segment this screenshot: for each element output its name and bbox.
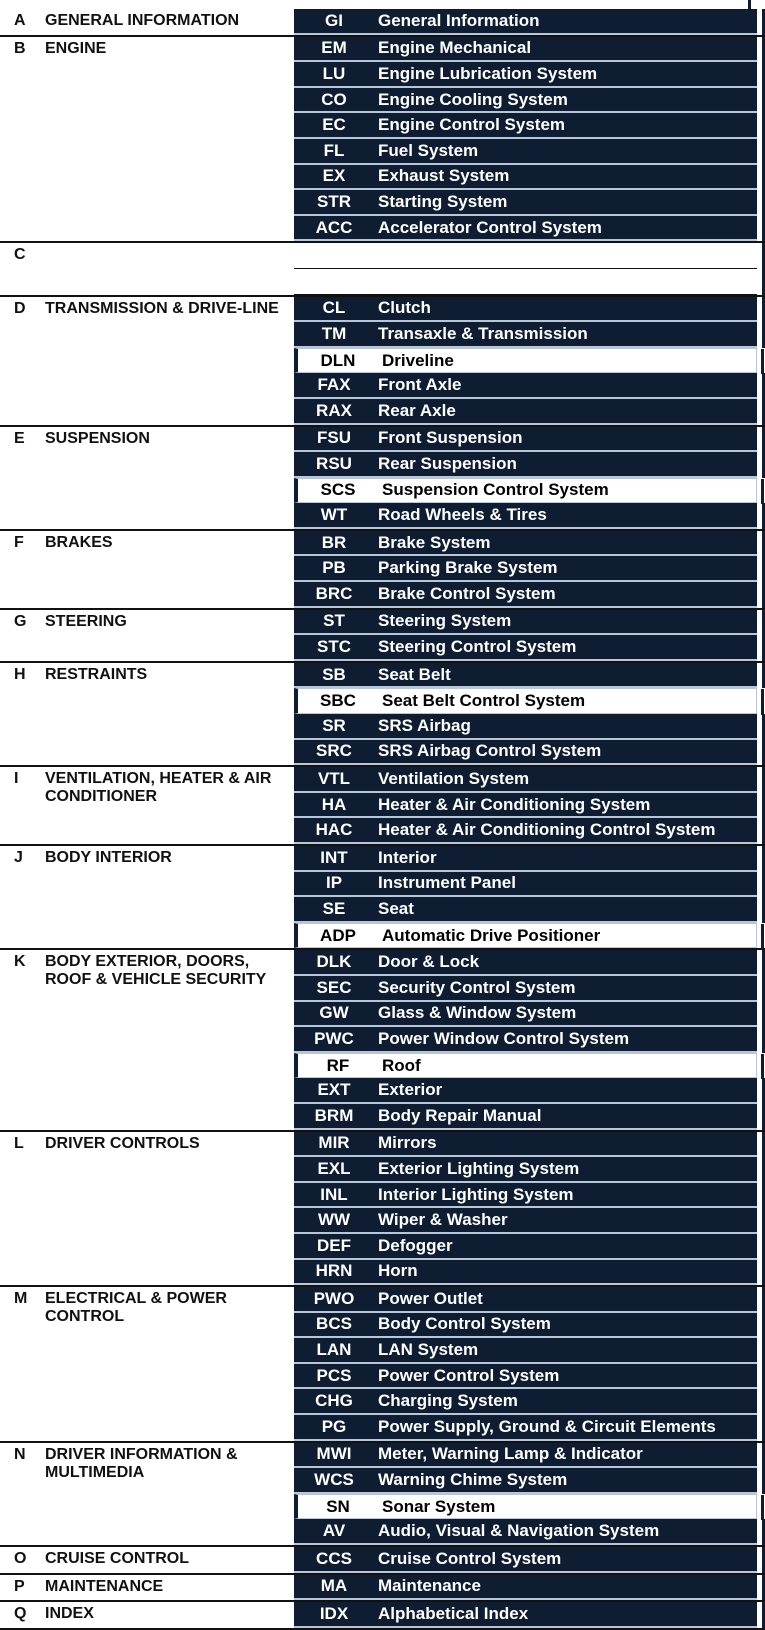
section-name: Roof bbox=[382, 1055, 421, 1075]
section-code: IP bbox=[325, 873, 343, 893]
section-name: Heater & Air Conditioning Control System bbox=[378, 820, 716, 840]
section-code: EXT bbox=[317, 1080, 351, 1100]
index-row[interactable] bbox=[294, 1132, 757, 1158]
section-items bbox=[294, 1547, 765, 1573]
section-i bbox=[0, 767, 765, 846]
section-title: VENTILATION, HEATER & AIR CONDITIONER bbox=[45, 770, 272, 806]
section-letter: H bbox=[14, 665, 26, 683]
index-row[interactable] bbox=[294, 1234, 757, 1260]
index-row[interactable] bbox=[294, 165, 757, 191]
section-name: Exhaust System bbox=[378, 166, 510, 186]
section-code: SR bbox=[322, 715, 346, 735]
section-name: Defogger bbox=[378, 1235, 453, 1255]
section-code: BRM bbox=[314, 1105, 354, 1125]
section-name: Mirrors bbox=[378, 1133, 437, 1153]
section-code: EC bbox=[322, 115, 346, 135]
section-letter: B bbox=[14, 39, 26, 57]
section-name: LAN System bbox=[378, 1340, 479, 1360]
section-code: HRN bbox=[315, 1261, 353, 1281]
section-items bbox=[294, 243, 765, 294]
section-code: BR bbox=[321, 532, 347, 552]
section-code: GW bbox=[319, 1003, 349, 1023]
section-heading bbox=[0, 37, 294, 242]
index-row[interactable] bbox=[294, 714, 757, 740]
section-name: Warning Chime System bbox=[378, 1470, 568, 1490]
section-name: Power Window Control System bbox=[378, 1028, 630, 1048]
section-items bbox=[294, 1132, 765, 1286]
section-name: Wiper & Washer bbox=[378, 1210, 508, 1230]
index-row[interactable] bbox=[294, 976, 757, 1002]
section-code: WT bbox=[320, 505, 348, 525]
section-items bbox=[294, 297, 765, 425]
section-code: STR bbox=[317, 191, 351, 211]
section-name: Sonar System bbox=[382, 1496, 496, 1516]
index-row[interactable] bbox=[294, 452, 757, 478]
index-row[interactable] bbox=[294, 37, 757, 63]
section-o bbox=[0, 1547, 765, 1575]
index-row[interactable] bbox=[294, 1389, 757, 1415]
index-row bbox=[294, 243, 757, 269]
section-name: Interior bbox=[378, 847, 437, 867]
section-name: Ventilation System bbox=[378, 769, 530, 789]
section-letter: F bbox=[14, 533, 24, 551]
section-code: ADP bbox=[320, 925, 356, 945]
section-m bbox=[0, 1287, 765, 1443]
section-name: Seat Belt Control System bbox=[382, 691, 586, 711]
section-code: CL bbox=[322, 298, 346, 318]
section-code: DEF bbox=[317, 1235, 351, 1255]
section-name: Seat Belt bbox=[378, 664, 451, 684]
section-code: CCS bbox=[316, 1548, 352, 1568]
section-name: Accelerator Control System bbox=[378, 217, 602, 237]
section-f bbox=[0, 531, 765, 610]
section-code: HA bbox=[321, 794, 347, 814]
section-name: Transaxle & Transmission bbox=[378, 323, 588, 343]
section-name: Interior Lighting System bbox=[378, 1184, 574, 1204]
section-code: MA bbox=[320, 1576, 348, 1596]
section-name: Heater & Air Conditioning System bbox=[378, 794, 651, 814]
section-title: INDEX bbox=[45, 1605, 94, 1623]
section-letter: P bbox=[14, 1577, 25, 1595]
section-title: BRAKES bbox=[45, 533, 113, 551]
section-heading bbox=[0, 531, 294, 608]
section-title: ELECTRICAL & POWER CONTROL bbox=[45, 1290, 227, 1326]
section-code: EM bbox=[321, 38, 347, 58]
index-row[interactable] bbox=[294, 190, 757, 216]
index-row[interactable] bbox=[294, 348, 757, 374]
index-row[interactable] bbox=[294, 1602, 757, 1628]
index-row[interactable] bbox=[294, 740, 757, 766]
section-name: Brake Control System bbox=[378, 583, 556, 603]
section-name: Parking Brake System bbox=[378, 558, 558, 578]
section-name: Power Outlet bbox=[378, 1288, 483, 1308]
section-title: SUSPENSION bbox=[45, 429, 150, 447]
index-row[interactable] bbox=[294, 503, 757, 529]
section-title: MAINTENANCE bbox=[45, 1577, 164, 1595]
section-name: Automatic Drive Positioner bbox=[382, 925, 601, 945]
section-heading bbox=[0, 1547, 294, 1573]
section-name: Rear Suspension bbox=[378, 453, 517, 473]
section-g bbox=[0, 610, 765, 663]
section-name: Steering Control System bbox=[378, 637, 577, 657]
section-items bbox=[294, 427, 765, 529]
section-title: GENERAL INFORMATION bbox=[45, 12, 240, 29]
index-row[interactable] bbox=[294, 1519, 757, 1545]
section-letter: A bbox=[14, 12, 26, 29]
index-row[interactable] bbox=[294, 793, 757, 819]
section-heading bbox=[0, 663, 294, 765]
section-name: Starting System bbox=[378, 191, 508, 211]
section-code: CHG bbox=[315, 1391, 353, 1411]
section-items bbox=[294, 1443, 765, 1545]
index-row[interactable] bbox=[294, 1338, 757, 1364]
section-d bbox=[0, 297, 765, 427]
section-heading bbox=[0, 1287, 294, 1441]
index-row[interactable] bbox=[294, 478, 757, 504]
index-row[interactable] bbox=[294, 767, 757, 793]
section-code: PB bbox=[322, 558, 346, 578]
section-name: Rear Axle bbox=[378, 400, 456, 420]
index-row[interactable] bbox=[294, 1260, 757, 1286]
section-code: VTL bbox=[317, 769, 351, 789]
index-row[interactable] bbox=[294, 1575, 757, 1601]
section-name: Exterior bbox=[378, 1080, 443, 1100]
section-letter: Q bbox=[14, 1605, 27, 1623]
section-code: CO bbox=[321, 89, 347, 109]
index-row[interactable] bbox=[294, 635, 757, 661]
section-code: TM bbox=[321, 323, 347, 343]
index-row[interactable] bbox=[294, 399, 757, 425]
section-code: WW bbox=[317, 1210, 351, 1230]
section-name: Body Control System bbox=[378, 1314, 551, 1334]
section-letter: N bbox=[14, 1445, 26, 1463]
index-row[interactable] bbox=[294, 872, 757, 898]
index-row[interactable] bbox=[294, 1053, 757, 1079]
section-name: Engine Lubrication System bbox=[378, 63, 598, 83]
section-name: Body Repair Manual bbox=[378, 1105, 542, 1125]
section-heading bbox=[0, 767, 294, 844]
index-row[interactable] bbox=[294, 923, 757, 949]
section-code: SB bbox=[322, 664, 346, 684]
section-code: BCS bbox=[316, 1314, 352, 1334]
section-p bbox=[0, 1575, 765, 1603]
section-code: AV bbox=[322, 1521, 346, 1541]
section-letter: I bbox=[14, 770, 19, 788]
section-name: Horn bbox=[378, 1261, 418, 1281]
section-heading bbox=[0, 1575, 294, 1601]
index-row[interactable] bbox=[294, 373, 757, 399]
index-row[interactable] bbox=[294, 1468, 757, 1494]
index-row[interactable] bbox=[294, 1078, 757, 1104]
section-code: GI bbox=[325, 10, 343, 30]
section-items bbox=[294, 531, 765, 608]
section-letter: J bbox=[14, 849, 23, 866]
section-items bbox=[294, 1287, 765, 1441]
section-a bbox=[0, 9, 765, 37]
section-name: Clutch bbox=[378, 298, 431, 318]
section-name: Front Axle bbox=[378, 375, 462, 395]
section-name: Steering System bbox=[378, 611, 512, 631]
index-row[interactable] bbox=[294, 950, 757, 976]
section-code: SRC bbox=[316, 741, 352, 761]
section-heading bbox=[0, 846, 294, 948]
section-heading bbox=[0, 9, 294, 35]
section-code: WCS bbox=[314, 1470, 354, 1490]
section-heading bbox=[0, 243, 294, 294]
section-code: FAX bbox=[317, 375, 351, 395]
index-row bbox=[294, 269, 757, 295]
section-heading bbox=[0, 297, 294, 425]
index-row[interactable] bbox=[294, 688, 757, 714]
section-l bbox=[0, 1132, 765, 1288]
section-code: HAC bbox=[315, 820, 353, 840]
section-code: INL bbox=[320, 1184, 348, 1204]
section-code: PG bbox=[321, 1416, 347, 1436]
section-name: SRS Airbag Control System bbox=[378, 741, 602, 761]
section-title: CRUISE CONTROL bbox=[45, 1550, 189, 1568]
section-code: LAN bbox=[316, 1340, 352, 1360]
section-letter: C bbox=[14, 246, 26, 264]
index-row[interactable] bbox=[294, 582, 757, 608]
section-c bbox=[0, 243, 765, 296]
section-name: Engine Cooling System bbox=[378, 89, 568, 109]
section-name: Door & Lock bbox=[378, 952, 480, 972]
section-name: Cruise Control System bbox=[378, 1548, 562, 1568]
section-code: LU bbox=[322, 63, 346, 83]
section-code: ACC bbox=[315, 217, 353, 237]
section-name: Brake System bbox=[378, 532, 491, 552]
section-letter: E bbox=[14, 429, 25, 447]
section-code: FL bbox=[323, 140, 345, 160]
index-row[interactable] bbox=[294, 322, 757, 348]
index-row[interactable] bbox=[294, 663, 757, 689]
section-j bbox=[0, 846, 765, 950]
section-title: STEERING bbox=[45, 612, 127, 630]
section-heading bbox=[0, 950, 294, 1129]
section-code: INT bbox=[320, 847, 348, 867]
section-name: Engine Control System bbox=[378, 115, 566, 135]
section-letter: M bbox=[14, 1290, 28, 1308]
section-code: IDX bbox=[319, 1604, 349, 1624]
section-items bbox=[294, 37, 765, 242]
section-name: Exterior Lighting System bbox=[378, 1158, 580, 1178]
section-items bbox=[294, 610, 765, 661]
section-name: Power Control System bbox=[378, 1365, 560, 1385]
section-name: SRS Airbag bbox=[378, 715, 471, 735]
index-row[interactable] bbox=[294, 818, 757, 844]
section-name: Seat bbox=[378, 898, 414, 918]
index-row[interactable] bbox=[294, 1415, 757, 1441]
section-k bbox=[0, 950, 765, 1131]
index-row[interactable] bbox=[294, 139, 757, 165]
section-b bbox=[0, 37, 765, 244]
section-e bbox=[0, 427, 765, 531]
section-title: DRIVER INFORMATION & MULTIMEDIA bbox=[45, 1445, 238, 1481]
section-code: SEC bbox=[316, 977, 352, 997]
section-title: ENGINE bbox=[45, 39, 107, 57]
index-row[interactable] bbox=[294, 1313, 757, 1339]
index-row[interactable] bbox=[294, 897, 757, 923]
section-name: Fuel System bbox=[378, 140, 479, 160]
section-name: Audio, Visual & Navigation System bbox=[378, 1521, 660, 1541]
section-title: BODY EXTERIOR, DOORS, ROOF & VEHICLE SECURITY bbox=[45, 953, 267, 989]
section-items bbox=[294, 1602, 765, 1628]
section-code: RAX bbox=[316, 400, 352, 420]
section-code: PCS bbox=[316, 1365, 352, 1385]
index-row[interactable] bbox=[294, 1443, 757, 1469]
index-row[interactable] bbox=[294, 1027, 757, 1053]
section-code: FSU bbox=[317, 428, 351, 448]
section-title: DRIVER CONTROLS bbox=[45, 1134, 200, 1152]
section-code: RF bbox=[326, 1055, 350, 1075]
index-row[interactable] bbox=[294, 1547, 757, 1573]
section-code: DLN bbox=[320, 350, 356, 370]
section-n bbox=[0, 1443, 765, 1547]
section-code: SN bbox=[326, 1496, 350, 1516]
section-code: BRC bbox=[315, 583, 353, 603]
index-row[interactable] bbox=[294, 1287, 757, 1313]
index-row[interactable] bbox=[294, 1157, 757, 1183]
section-items bbox=[294, 9, 765, 35]
section-letter: L bbox=[14, 1134, 24, 1152]
section-name: Security Control System bbox=[378, 977, 576, 997]
section-title: TRANSMISSION & DRIVE-LINE bbox=[45, 299, 279, 317]
index-row[interactable] bbox=[294, 62, 757, 88]
index-row[interactable] bbox=[294, 427, 757, 453]
section-name: Road Wheels & Tires bbox=[378, 505, 547, 525]
section-code: PWO bbox=[313, 1288, 355, 1308]
section-letter: K bbox=[14, 953, 26, 971]
section-heading bbox=[0, 610, 294, 661]
section-index bbox=[0, 9, 765, 1630]
section-letter: D bbox=[14, 299, 26, 317]
section-code: EX bbox=[322, 166, 346, 186]
section-heading bbox=[0, 427, 294, 529]
index-row[interactable] bbox=[294, 1364, 757, 1390]
section-code: PWC bbox=[314, 1028, 354, 1048]
section-name: Power Supply, Ground & Circuit Elements bbox=[378, 1416, 716, 1436]
section-name: Front Suspension bbox=[378, 428, 523, 448]
section-title: RESTRAINTS bbox=[45, 665, 148, 683]
section-name: Instrument Panel bbox=[378, 873, 516, 893]
section-code: MIR bbox=[318, 1133, 350, 1153]
index-row[interactable] bbox=[294, 1104, 757, 1130]
section-code: DLK bbox=[316, 952, 352, 972]
index-row[interactable] bbox=[294, 297, 757, 323]
index-row[interactable] bbox=[294, 846, 757, 872]
index-row[interactable] bbox=[294, 9, 757, 35]
index-row[interactable] bbox=[294, 113, 757, 139]
section-heading bbox=[0, 1602, 294, 1628]
index-row[interactable] bbox=[294, 1494, 757, 1520]
section-items bbox=[294, 663, 765, 765]
section-q bbox=[0, 1602, 765, 1630]
section-code: EXL bbox=[317, 1158, 351, 1178]
section-title: BODY INTERIOR bbox=[45, 849, 172, 866]
index-row[interactable] bbox=[294, 1183, 757, 1209]
section-name: Driveline bbox=[382, 350, 454, 370]
section-code: SBC bbox=[320, 691, 356, 711]
section-name: Glass & Window System bbox=[378, 1003, 577, 1023]
index-row[interactable] bbox=[294, 216, 757, 242]
section-heading bbox=[0, 1132, 294, 1286]
section-name: Charging System bbox=[378, 1391, 518, 1411]
section-items bbox=[294, 846, 765, 948]
section-name: Alphabetical Index bbox=[378, 1604, 529, 1624]
section-code: ST bbox=[323, 611, 345, 631]
section-items bbox=[294, 1575, 765, 1601]
index-row[interactable] bbox=[294, 531, 757, 557]
section-code: MWI bbox=[316, 1444, 352, 1464]
section-heading bbox=[0, 1443, 294, 1545]
section-code: STC bbox=[317, 637, 351, 657]
index-row[interactable] bbox=[294, 1002, 757, 1028]
index-row[interactable] bbox=[294, 1208, 757, 1234]
index-row[interactable] bbox=[294, 88, 757, 114]
section-name: General Information bbox=[378, 10, 540, 30]
section-name: Meter, Warning Lamp & Indicator bbox=[378, 1444, 643, 1464]
section-letter: O bbox=[14, 1550, 27, 1568]
index-row[interactable] bbox=[294, 610, 757, 636]
section-name: Suspension Control System bbox=[382, 480, 609, 500]
section-name: Maintenance bbox=[378, 1576, 481, 1596]
section-items bbox=[294, 950, 765, 1129]
section-code: SCS bbox=[320, 480, 356, 500]
section-letter: G bbox=[14, 612, 27, 630]
section-name: Engine Mechanical bbox=[378, 38, 532, 58]
section-code: RSU bbox=[316, 453, 352, 473]
section-h bbox=[0, 663, 765, 767]
index-row[interactable] bbox=[294, 556, 757, 582]
section-code: SE bbox=[322, 898, 346, 918]
section-items bbox=[294, 767, 765, 844]
